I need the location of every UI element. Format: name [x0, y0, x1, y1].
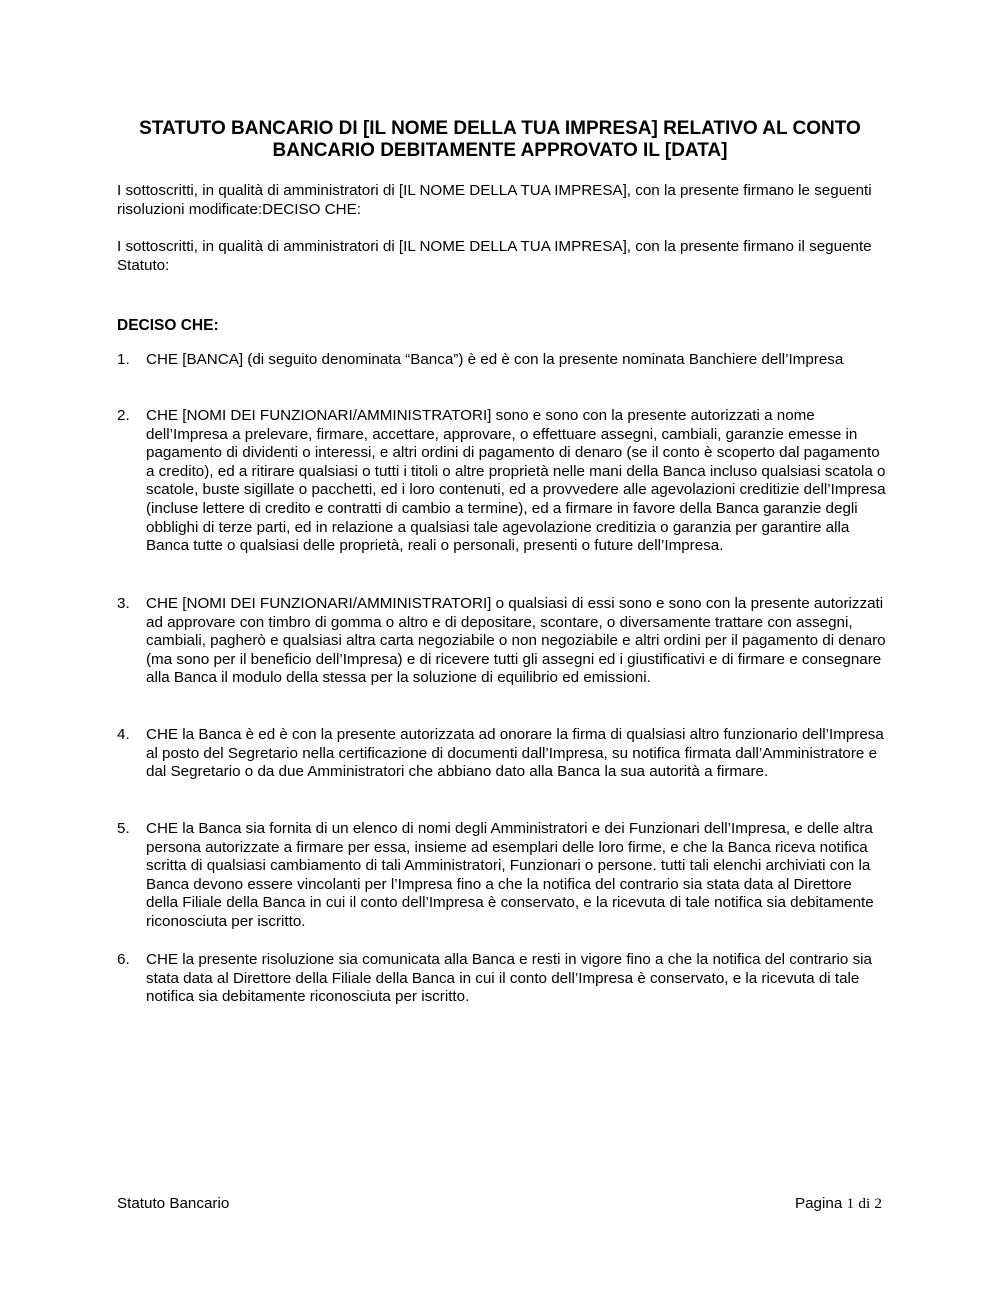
- list-item-number: 3.: [117, 595, 130, 612]
- footer-document-name: Statuto Bancario: [117, 1195, 230, 1212]
- list-item-text: CHE la presente risoluzione sia comunicata alla Banca e resti in vigore fino a che la notifica del contrario sia stata data al Direttore della Filiale della Banca in cui il conto dell’Impresa è conservato, e la ricevuta di tale notifica sia debitamente riconosciuta per iscritto.: [146, 951, 873, 1006]
- list-item: [117, 820, 887, 932]
- list-item-number: 5.: [117, 820, 130, 837]
- footer-page-number: 1: [846, 1195, 855, 1212]
- list-item-number: 1.: [117, 351, 130, 368]
- list-item-text: CHE [BANCA] (di seguito denominata “Banca”) è ed è con la presente nominata Banchiere dell’Impresa: [146, 351, 844, 368]
- document-title: [118, 118, 882, 162]
- list-item-text: CHE [NOMI DEI FUNZIONARI/AMMINISTRATORI] sono e sono con la presente autorizzati a nome dell’Impresa a prelevare, firmare, accettare, approvare, o effettuare assegni, cambiali, garanzie emesse in pagamento di dividenti o interessi, e altri ordini di pagamento di denaro (se il conto è scoperto dal pagamento a credito), ed a ritirare qualsiasi o tutti i titoli o altre proprietà nelle mani della Banca incluso qualsiasi scatola o scatole, buste sigillate o pacchetti, ed i loro contenuti, ed a provvedere alle agevolazioni creditizie dell’Impresa (incluse lettere di credito e contratti di cambio a termine), ed a firmare in favore della Banca garanzie degli obblighi di terze parti, ed in relazione a qualsiasi tale agevolazione creditizia o garanzia per garantire alla Banca tutte o qualsiasi delle proprietà, reali o personali, presenti o future dell’Impresa.: [146, 407, 886, 555]
- footer-page-label: Pagina: [794, 1195, 843, 1212]
- footer-page-total: 2: [874, 1195, 882, 1212]
- list-item-text: CHE [NOMI DEI FUNZIONARI/AMMINISTRATORI] o qualsiasi di essi sono e sono con la presente autorizzati ad approvare con timbro di gomma o altro e di depositare, scontare, o diversamente trattare con assegni, cambiali, pagherò e qualsiasi altra carta negoziabile o non negoziabile e altri ordini per il pagamento di denaro (ma sono per il beneficio dell’Impresa) e di ricevere tutti gli assegni ed i giustificativi e di firmare e consegnare alla Banca il modulo della stessa per la soluzione di equilibrio ed emissioni.: [146, 595, 886, 687]
- intro-paragraph-1: I sottoscritti, in qualità di amministratori di [IL NOME DELLA TUA IMPRESA], con la presente firmano le seguenti risoluzioni modificate:DECISO CHE:: [117, 182, 872, 218]
- title-line-1: STATUTO BANCARIO DI [IL NOME DELLA TUA IMPRESA] RELATIVO AL CONTO: [139, 118, 861, 139]
- list-item: [117, 951, 887, 1007]
- list-item-text: CHE la Banca sia fornita di un elenco di nomi degli Amministratori e dei Funzionari dell’Impresa, e delle altra persona autorizzate a firmare per essa, insieme ad esemplari delle loro firme, e che la Banca riceva notifica scritta di qualsiasi cambiamento di tali Amministratori, Funzionari o persone. tutti tali elenchi archiviati con la Banca devono essere vincolanti per l’Impresa fino a che la notifica del contrario sia stata data al Direttore della Filiale della Banca in cui il conto dell’Impresa è conservato, e la ricevuta di tale notifica sia debitamente riconosciuta per iscritto.: [146, 820, 874, 930]
- list-item: [117, 726, 887, 782]
- intro-paragraph-2: I sottoscritti, in qualità di amministratori di [IL NOME DELLA TUA IMPRESA], con la presente firmano il seguente Statuto:: [117, 238, 872, 274]
- list-item-number: 2.: [117, 407, 130, 424]
- list-item-number: 6.: [117, 951, 130, 968]
- footer-page-counter: [795, 1195, 882, 1213]
- list-item: [117, 351, 887, 370]
- footer-of-label: di: [858, 1195, 871, 1212]
- list-item: [117, 595, 887, 688]
- list-item: [117, 407, 887, 556]
- section-heading: DECISO CHE:: [117, 317, 219, 334]
- list-item-text: CHE la Banca è ed è con la presente autorizzata ad onorare la firma di qualsiasi altro funzionario dell’Impresa al posto del Segretario nella certificazione di documenti dall’Impresa, su notifica firmata dall’Amministratore e dal Segretario o da due Amministratori che abbiano dato alla Banca la sua autorità a firmare.: [146, 726, 884, 781]
- title-line-2: BANCARIO DEBITAMENTE APPROVATO IL [DATA]: [272, 140, 728, 161]
- list-item-number: 4.: [117, 726, 130, 743]
